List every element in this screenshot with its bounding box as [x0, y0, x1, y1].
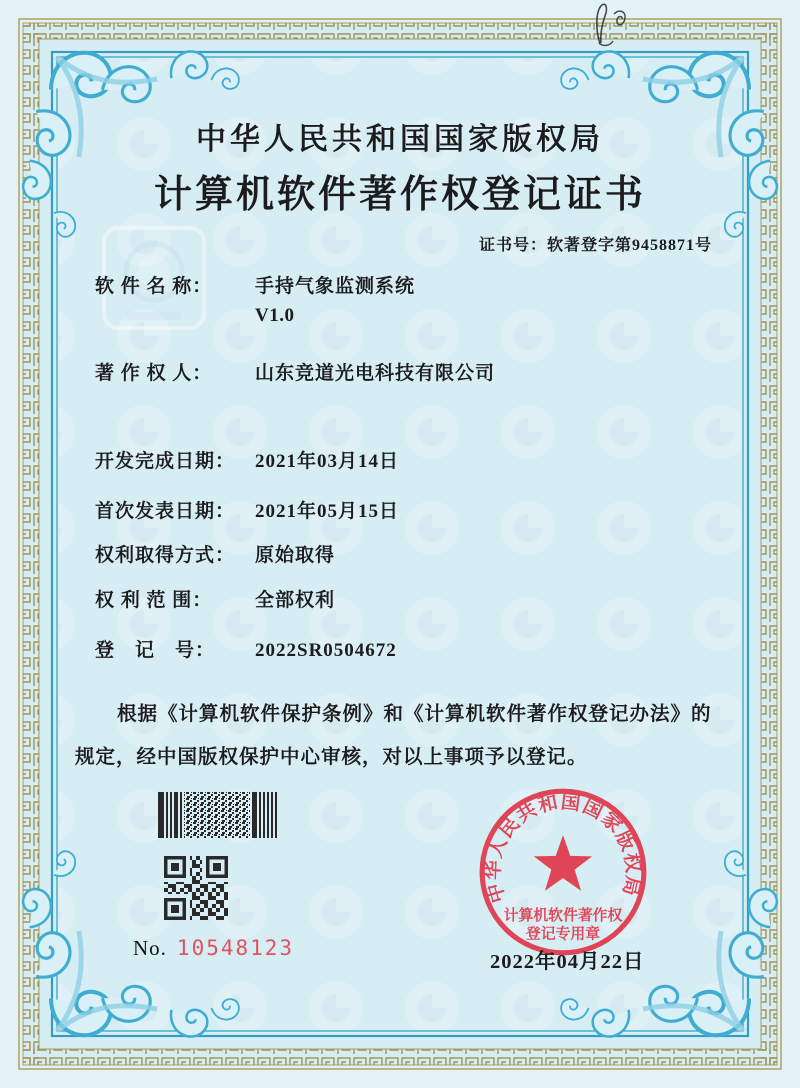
software-version: V1.0 [255, 305, 295, 326]
registration-statement: 根据《计算机软件保护条例》和《计算机软件著作权登记办法》的规定，经中国版权保护中心审核，对以上事项予以登记。 [75, 704, 712, 768]
issuing-authority-title: 中华人民共和国国家版权局 [196, 123, 604, 156]
field-row-copyright-holder [57, 361, 743, 386]
certificate-number-line [57, 232, 743, 255]
official-seal [476, 785, 650, 959]
field-label: 著 作 权 人： [95, 363, 213, 384]
field-value [255, 274, 415, 328]
rights-acquisition: 原始取得 [255, 545, 336, 566]
copyright-holder: 山东竞道光电科技有限公司 [255, 363, 496, 384]
field-label: 首次发表日期： [95, 501, 236, 522]
field-row-registration-number [57, 638, 743, 663]
first-publish-date: 2021年05月15日 [255, 501, 400, 522]
field-label: 权利取得方式： [95, 545, 236, 566]
field-row-software-name [57, 274, 743, 328]
dev-complete-date: 2021年03月14日 [255, 451, 400, 472]
field-row-rights-scope [57, 588, 743, 613]
field-label: 权 利 范 围： [95, 590, 213, 611]
software-name: 手持气象监测系统 [255, 276, 416, 297]
certificate-number-label: 证书号： [478, 237, 547, 254]
field-label: 登 记 号： [95, 640, 216, 661]
qr-code [164, 856, 228, 920]
serial-number-label: No. [133, 936, 167, 960]
rights-scope: 全部权利 [255, 590, 336, 611]
field-row-dev-complete-date [57, 449, 743, 474]
field-row-rights-acquisition [57, 543, 743, 568]
issue-date: 2022年04月22日 [490, 951, 645, 973]
pdf417-barcode [158, 792, 282, 838]
field-label: 软 件 名 称： [95, 276, 213, 297]
seal-ring-text: 中华人民共和国国家版权局 [483, 791, 644, 906]
serial-number-value: 10548123 [176, 936, 295, 960]
seal-star-icon [534, 835, 592, 891]
certificate-title: 计算机软件著作权登记证书 [153, 174, 646, 216]
serial-number-line [133, 936, 294, 961]
seal-inner-text-line1: 计算机软件著作权 [503, 908, 623, 925]
certificate-number-value: 软著登字第9458871号 [546, 237, 712, 254]
registration-number: 2022SR0504672 [255, 640, 397, 661]
seal-inner-text-line2: 登记专用章 [525, 926, 601, 943]
field-label: 开发完成日期： [95, 451, 236, 472]
field-row-first-publish-date [57, 499, 743, 524]
